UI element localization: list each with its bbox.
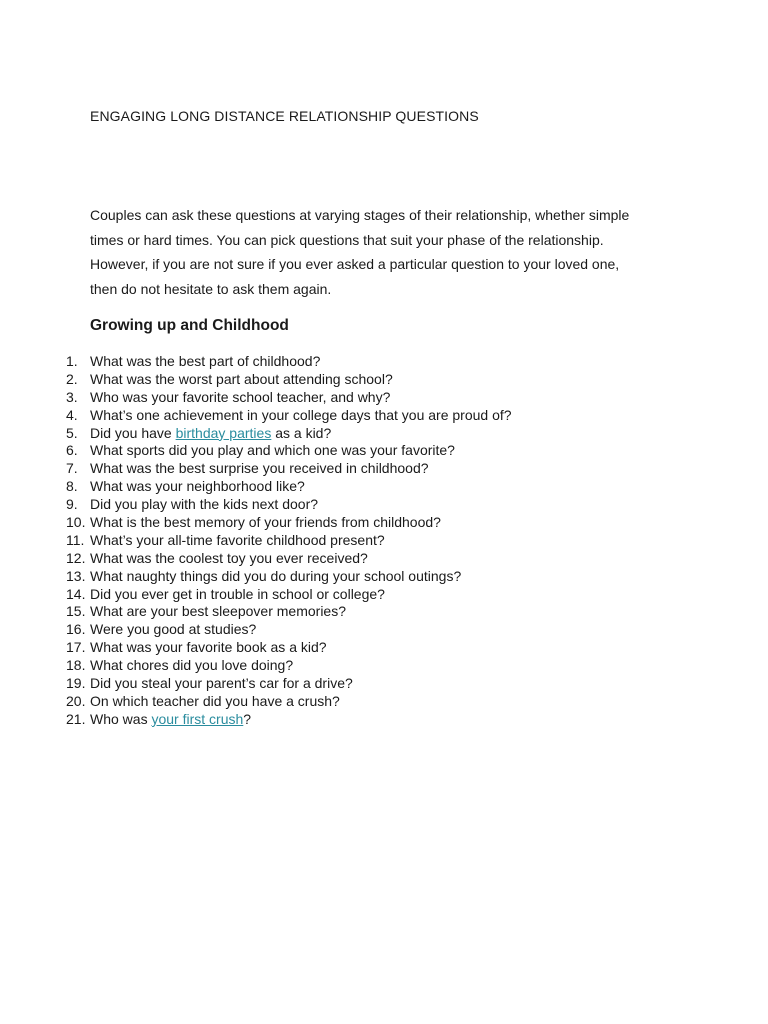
item-number: 4.	[66, 406, 78, 423]
item-text: What was the coolest toy you ever received?	[90, 549, 368, 566]
list-item	[66, 353, 686, 371]
item-text: Did you play with the kids next door?	[90, 496, 319, 513]
item-number: 21.	[66, 710, 86, 727]
list-item	[66, 478, 686, 496]
item-number: 10.	[66, 514, 86, 531]
list-item	[66, 407, 686, 425]
list-item	[66, 657, 686, 675]
item-text-before: Did you have	[90, 424, 176, 441]
item-number: 19.	[66, 675, 86, 692]
item-number: 16.	[66, 621, 86, 638]
item-number: 13.	[66, 567, 86, 584]
item-number: 9.	[66, 496, 78, 513]
list-item	[66, 675, 686, 693]
item-text: What was your neighborhood like?	[90, 478, 305, 495]
item-text: What was the best surprise you received in childhood?	[90, 460, 429, 477]
item-text: What sports did you play and which one was your favorite?	[90, 442, 455, 459]
intro-line: then do not hesitate to ask them again.	[90, 280, 332, 297]
list-item	[66, 460, 686, 478]
list-item	[66, 586, 686, 604]
list-item	[66, 550, 686, 568]
item-number: 6.	[66, 442, 78, 459]
item-text: Who was your favorite school teacher, and why?	[90, 388, 391, 405]
item-number: 15.	[66, 603, 86, 620]
item-text: Did you ever get in trouble in school or college?	[90, 585, 385, 602]
item-number: 12.	[66, 549, 86, 566]
birthday-parties-link[interactable]: birthday parties	[175, 424, 272, 441]
item-number: 3.	[66, 388, 78, 405]
item-text: What was the best part of childhood?	[90, 353, 321, 369]
item-number: 20.	[66, 692, 86, 709]
list-item	[66, 514, 686, 532]
list-item	[66, 389, 686, 407]
intro-line: However, if you are not sure if you ever asked a particular question to your loved one,	[90, 256, 620, 273]
item-text-before: Who was	[90, 710, 152, 727]
item-text: Were you good at studies?	[90, 621, 257, 638]
item-text: What naughty things did you do during your school outings?	[90, 567, 462, 584]
item-text: What is the best memory of your friends from childhood?	[90, 514, 441, 531]
item-number: 2.	[66, 370, 78, 387]
item-text: What’s your all-time favorite childhood present?	[90, 531, 385, 548]
question-list	[66, 353, 686, 729]
item-number: 1.	[66, 353, 78, 369]
item-text: Did you steal your parent’s car for a drive?	[90, 675, 353, 692]
item-number: 18.	[66, 657, 86, 674]
item-text: What was the worst part about attending school?	[90, 370, 393, 387]
item-number: 5.	[66, 424, 78, 441]
first-crush-link[interactable]: your first crush	[151, 710, 244, 727]
document-title: ENGAGING LONG DISTANCE RELATIONSHIP QUESTIONS	[90, 108, 479, 124]
item-number: 11.	[66, 531, 85, 548]
item-text: What’s one achievement in your college days that you are proud of?	[90, 406, 512, 423]
item-number: 8.	[66, 478, 78, 495]
item-text-after: ?	[243, 710, 252, 727]
list-item	[66, 603, 686, 621]
item-text: What chores did you love doing?	[90, 657, 294, 674]
item-text: What are your best sleepover memories?	[90, 603, 346, 620]
item-text	[90, 711, 251, 727]
item-text: What was your favorite book as a kid?	[90, 639, 327, 656]
list-item	[66, 639, 686, 657]
item-number: 14.	[66, 585, 86, 602]
item-text-after: as a kid?	[271, 424, 332, 441]
list-item	[66, 693, 686, 711]
list-item	[66, 371, 686, 389]
list-item	[66, 621, 686, 639]
list-item	[66, 425, 686, 443]
item-number: 17.	[66, 639, 86, 656]
list-item	[66, 568, 686, 586]
list-item	[66, 711, 686, 729]
item-text: On which teacher did you have a crush?	[90, 692, 340, 709]
list-item	[66, 532, 686, 550]
intro-line: times or hard times. You can pick questions that suit your phase of the relationship.	[90, 231, 604, 248]
item-text	[90, 425, 331, 441]
intro-line: Couples can ask these questions at varying stages of their relationship, whether simple	[90, 207, 630, 223]
section-heading: Growing up and Childhood	[90, 317, 289, 334]
list-item	[66, 442, 686, 460]
intro-paragraph	[90, 203, 690, 301]
list-item	[66, 496, 686, 514]
item-number: 7.	[66, 460, 78, 477]
